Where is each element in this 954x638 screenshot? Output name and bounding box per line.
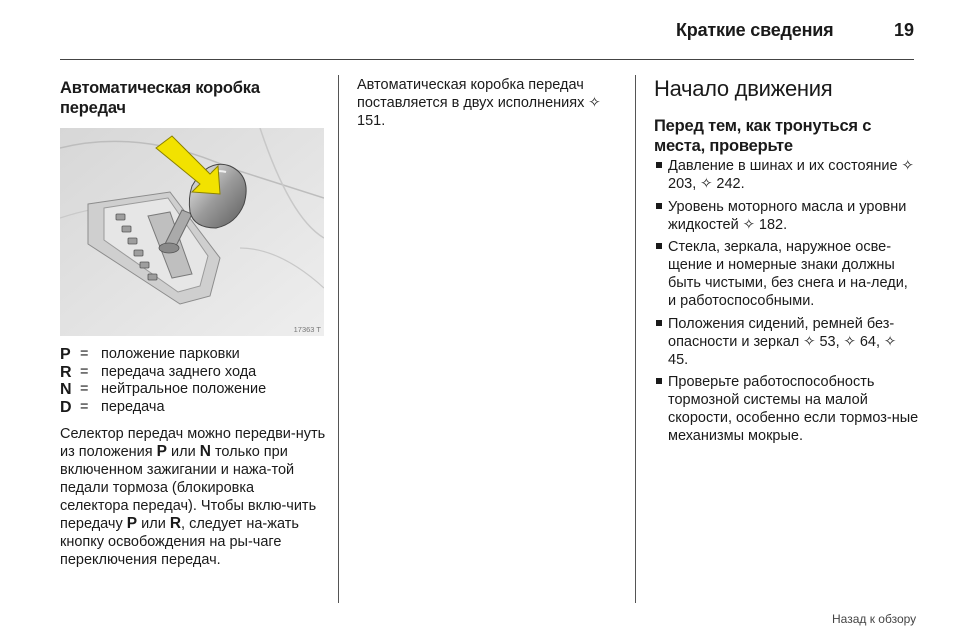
column-middle — [357, 76, 622, 130]
legend-key: D — [60, 398, 72, 416]
legend-text: положение парковки — [101, 346, 240, 362]
legend-row — [60, 364, 326, 382]
legend-key: N — [60, 381, 72, 398]
para-text: или — [167, 444, 200, 460]
column-divider — [338, 75, 339, 603]
gear-legend — [60, 346, 326, 416]
para-text: только при включенном зажигании и нажа-той педали тормоза (блокировка селектора передач). Чтобы вклю-чить передачу — [60, 444, 317, 532]
legend-equals: = — [80, 381, 89, 397]
legend-key: P — [60, 346, 71, 363]
checklist-heading: Перед тем, как тронуться с места, проверьте — [654, 117, 872, 155]
gear-key: N — [199, 443, 211, 460]
para-text: Селектор передач можно передви-нуть из положения — [60, 426, 326, 460]
checklist-item: Проверьте работоспособность тормозной системы на малой скорости, особенно если тормоз-ные механизмы мокрые. — [654, 373, 919, 445]
legend-equals: = — [80, 346, 89, 362]
para-text: или — [137, 516, 170, 532]
para-text: , следует на-жать кнопку освобождения на ры-чаге переключения передач. — [60, 516, 299, 568]
legend-text: нейтральное положение — [101, 381, 267, 397]
checklist-item: Уровень моторного масла и уровни жидкостей ✧ 182. — [654, 198, 919, 234]
gear-key: P — [156, 443, 167, 460]
checklist-item: Положения сидений, ремней без-опасности и зеркал ✧ 53, ✧ 64, ✧ 45. — [654, 315, 919, 369]
gear-key: R — [169, 515, 182, 532]
figure-code: 17363 T — [293, 325, 321, 334]
header-divider — [60, 59, 914, 60]
legend-text: передача — [101, 398, 165, 415]
legend-row — [60, 381, 326, 399]
gear-key: P — [126, 515, 138, 532]
transmission-note: Автоматическая коробка передач поставляется в двух исполнениях ✧ 151. — [357, 77, 601, 129]
checklist-item: Стекла, зеркала, наружное осве-щение и номерные знаки должны быть чистыми, без снега и на-леди, и работоспособными. — [654, 238, 919, 310]
legend-text: передача заднего хода — [101, 363, 257, 380]
page-number: 19 — [894, 20, 915, 40]
legend-row — [60, 399, 326, 417]
checklist — [654, 157, 919, 445]
column-divider — [635, 75, 636, 603]
selector-paragraph — [60, 425, 326, 569]
section-title: Краткие сведения — [676, 20, 834, 40]
column-right — [654, 76, 919, 450]
checklist-item: Давление в шинах и их состояние ✧ 203, ✧ 242. — [654, 157, 919, 193]
legend-equals: = — [80, 363, 89, 380]
legend-equals: = — [80, 398, 89, 415]
gear-shifter-drawing — [60, 128, 324, 336]
column-left — [60, 78, 326, 569]
chapter-title: Начало движения — [654, 76, 833, 101]
section-heading: Автоматическая коробка передач — [60, 79, 260, 117]
legend-key: R — [60, 363, 72, 381]
legend-row — [60, 346, 326, 364]
gear-selector-illustration — [60, 128, 324, 336]
back-to-overview-link[interactable]: Назад к обзору — [832, 612, 917, 626]
